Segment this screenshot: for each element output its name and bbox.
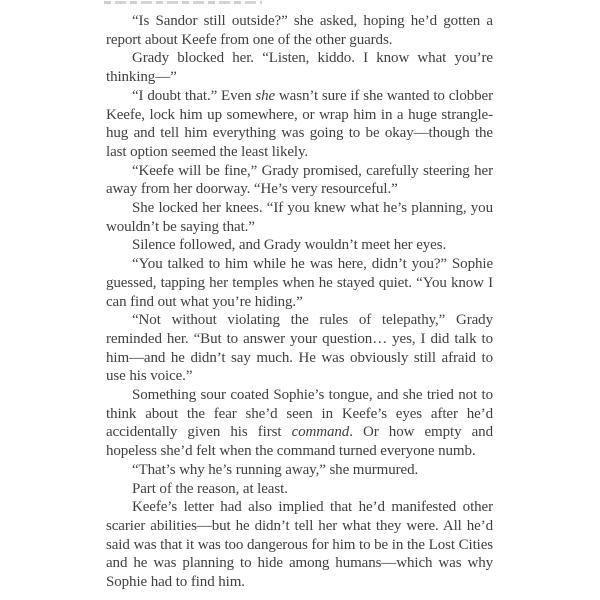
body-text: “I doubt that.” Even <box>132 87 256 104</box>
book-paragraph <box>106 498 493 592</box>
book-paragraph <box>106 461 493 480</box>
book-paragraph <box>106 236 493 255</box>
book-text <box>106 12 493 592</box>
book-paragraph <box>106 87 493 162</box>
italic-text: command <box>291 424 350 441</box>
body-text: “Keefe will be fine,” Grady promised, carefully steering her away from her doorway. “He’s very resourceful.” <box>106 162 493 198</box>
book-paragraph <box>106 480 493 499</box>
body-text: “Not without violating the rules of telepathy,” Grady reminded her. “But to answer your question… yes, I did talk to him—and he didn’t say much. He was obviously still afraid to use his voice.” <box>106 312 493 385</box>
body-text: “Is Sandor still outside?” she asked, hoping he’d gotten a report about Keefe from one of the other guards. <box>106 13 493 48</box>
body-text: “You talked to him while he was here, didn’t you?” Sophie guessed, tapping her temples when he stayed quiet. “You know I can find out what you’re hiding.” <box>106 256 493 310</box>
book-paragraph <box>106 49 493 86</box>
body-text: Grady blocked her. “Listen, kiddo. I know what you’re thinking​—” <box>106 50 493 86</box>
book-paragraph <box>106 311 493 386</box>
body-text: . Or how empty and hopeless she’d felt when the command turned everyone numb. <box>106 424 493 460</box>
body-text: “That’s why he’s running away,” she murmured. <box>132 461 419 478</box>
book-paragraph <box>106 386 493 461</box>
book-paragraph <box>106 199 493 236</box>
clipped-previous-line <box>104 1 262 4</box>
body-text: Silence followed, and Grady wouldn’t meet her eyes. <box>132 237 447 254</box>
body-text: wasn’t sure if she wanted to clobber Keefe, lock him up somewhere, or wrap him in a huge strangle-hug and tell him everything was going to be okay—though the last option seemed the least likely. <box>106 87 493 160</box>
body-text: Part of the reason, at least. <box>132 480 288 497</box>
book-paragraph <box>106 162 493 199</box>
body-text: Something sour coated Sophie’s tongue, and she tried not to think about the fear she’d seen in Keefe’s eyes after he’d accidentally given his first <box>106 387 493 441</box>
italic-text: she <box>255 87 276 104</box>
body-text: Keefe’s letter had also implied that he’d manifested other scarier abilities—but he didn’t tell her what they were. All he’d said was that it was too dangerous for him to be in the Lost Cities and he was planning to hide among humans—which was why Sophie had to find him. <box>106 499 493 591</box>
body-text: She locked her knees. “If you knew what he’s planning, you wouldn’t be saying that.” <box>106 200 493 235</box>
book-paragraph <box>106 12 493 49</box>
book-paragraph <box>106 255 493 311</box>
